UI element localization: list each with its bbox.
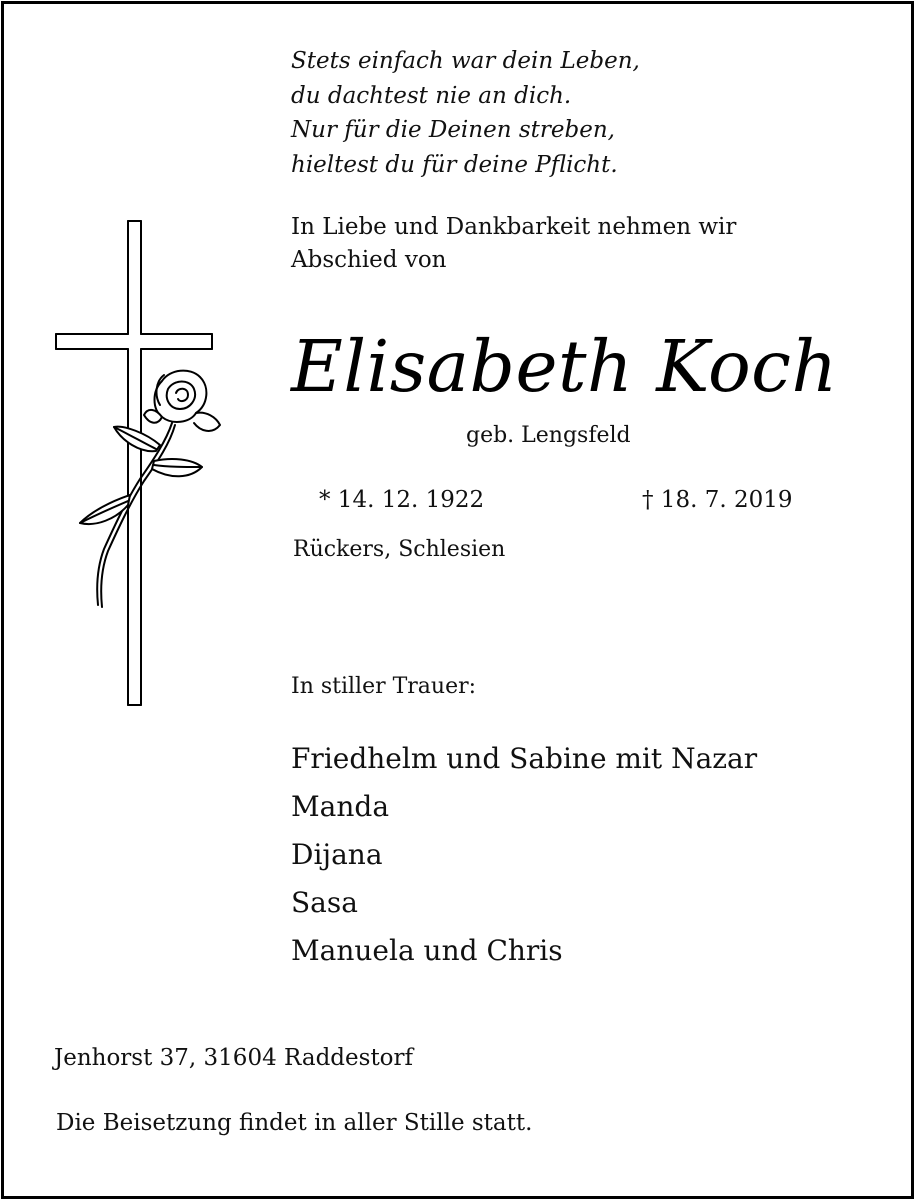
poem-line: du dachtest nie an dich. [291,82,572,109]
mourning-heading: In stiller Trauer: [291,674,477,699]
memorial-poem [291,44,640,182]
birth-date: * 14. 12. 1922 [319,487,485,513]
mourner-name: Manuela und Chris [291,934,563,967]
address: Jenhorst 37, 31604 Raddestorf [54,1045,414,1071]
mourner-name: Manda [291,790,390,823]
birthplace: Rückers, Schlesien [293,537,506,562]
mourner-name: Sasa [291,886,358,919]
deceased-name: Elisabeth Koch [291,325,838,408]
poem-line: hieltest du für deine Pflicht. [291,151,618,178]
maiden-name: geb. Lengsfeld [466,423,631,448]
death-date: † 18. 7. 2019 [642,487,793,513]
poem-line: Stets einfach war dein Leben, [291,48,640,74]
obituary-notice [1,1,914,1199]
poem-line: Nur für die Deinen streben, [291,117,615,143]
intro-line-1: In Liebe und Dankbarkeit nehmen wir [291,214,737,240]
cross-with-rose-icon [44,209,234,719]
intro-line-2: Abschied von [291,247,447,273]
mourner-name: Friedhelm und Sabine mit Nazar [291,742,758,775]
funeral-note: Die Beisetzung findet in aller Stille statt. [56,1110,533,1136]
mourners-list [291,735,757,975]
farewell-intro [291,211,736,277]
mourner-name: Dijana [291,838,383,871]
